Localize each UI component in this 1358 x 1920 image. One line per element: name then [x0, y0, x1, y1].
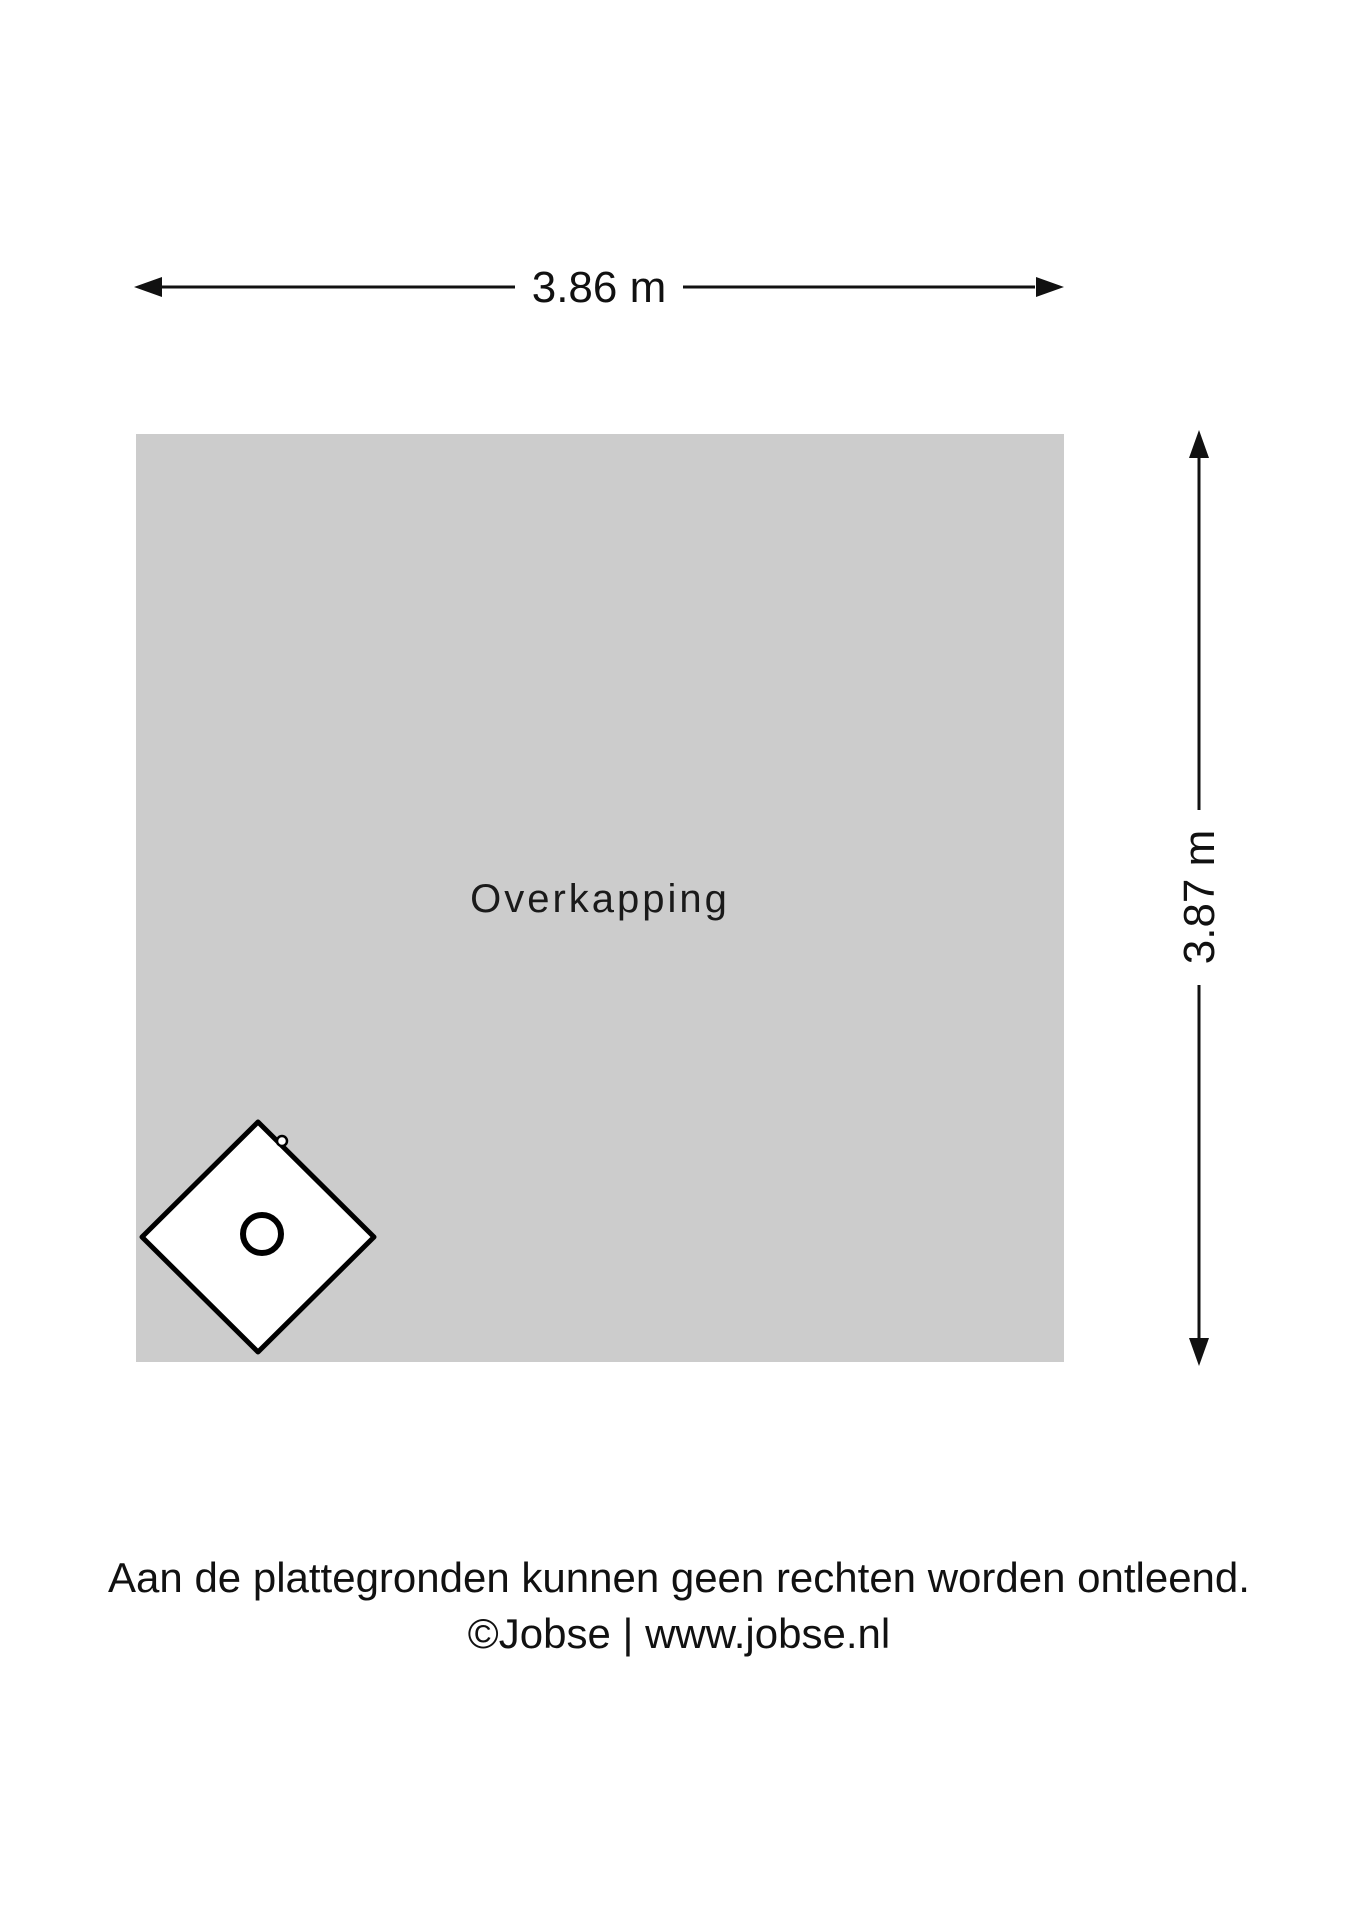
parasol-base-knob-icon [277, 1136, 287, 1146]
credit-text: ©Jobse | www.jobse.nl [467, 1610, 891, 1657]
disclaimer-text: Aan de plattegronden kunnen geen rechten worden ontleend. [108, 1554, 1250, 1601]
width-dimension-label: 3.86 m [531, 263, 667, 312]
width-dimension [134, 263, 1064, 312]
width-arrow-right-icon [1036, 277, 1064, 297]
width-arrow-left-icon [134, 277, 162, 297]
height-dimension-label: 3.87 m [1175, 829, 1224, 965]
height-arrow-bottom-icon [1189, 1338, 1209, 1366]
room-label: Overkapping [470, 877, 730, 921]
height-dimension [1175, 430, 1224, 1366]
height-arrow-top-icon [1189, 430, 1209, 458]
